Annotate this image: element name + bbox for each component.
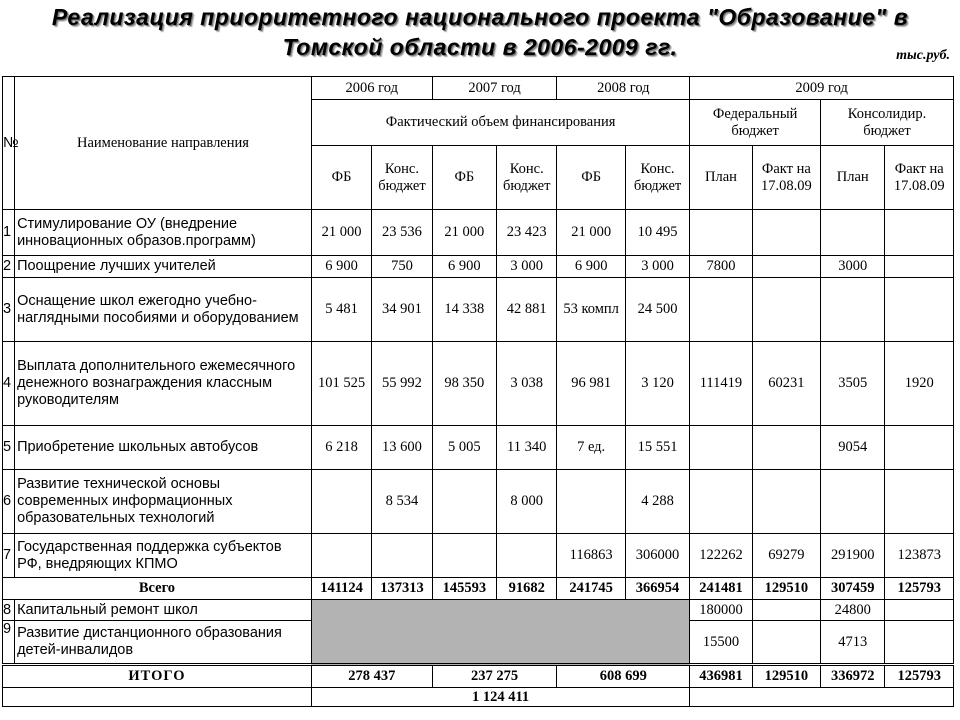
- row-cell: 15 551: [625, 426, 689, 470]
- itogo-cell: 608 699: [557, 665, 690, 688]
- consolidated-budget-header: Консолидир. бюджет: [821, 100, 954, 146]
- col-name-header: Наименование направления: [15, 77, 312, 210]
- table-row: [3, 210, 954, 256]
- row-cell: 53 компл: [557, 278, 625, 342]
- total-label: Всего: [3, 578, 312, 600]
- itogo-cell: 278 437: [311, 665, 432, 688]
- table-row: [3, 426, 954, 470]
- row-number: 5: [3, 426, 15, 470]
- row-cell: [885, 470, 954, 534]
- row-cell: 21 000: [311, 210, 371, 256]
- row-cell: 8 000: [497, 470, 557, 534]
- grand-total-spacer: [3, 688, 312, 707]
- row-cell: 23 423: [497, 210, 557, 256]
- kons-2007-header: Конс. бюджет: [497, 146, 557, 210]
- table-row: [3, 534, 954, 578]
- row-cell: 8 534: [372, 470, 432, 534]
- row-cell: [821, 210, 885, 256]
- row-cell: 24 500: [625, 278, 689, 342]
- itogo-cell: 125793: [885, 665, 954, 688]
- row-cell: 750: [372, 256, 432, 278]
- row-number: 7: [3, 534, 15, 578]
- row-cell: 3 038: [497, 342, 557, 426]
- table-row: [3, 278, 954, 342]
- row-cell: [372, 534, 432, 578]
- total-cell: 307459: [821, 578, 885, 600]
- row-name: Развитие дистанционного образования детей-инвалидов: [15, 621, 312, 665]
- row-cell: 6 218: [311, 426, 371, 470]
- row-cell: 96 981: [557, 342, 625, 426]
- units-label: тыс.руб.: [896, 48, 950, 63]
- row-cell: 291900: [821, 534, 885, 578]
- row-cell: [885, 278, 954, 342]
- row-number: 1: [3, 210, 15, 256]
- row-cell: [752, 600, 820, 621]
- itogo-row: [3, 665, 954, 688]
- row-cell: 180000: [690, 600, 752, 621]
- fb-2006-header: ФБ: [311, 146, 371, 210]
- table-row: [3, 256, 954, 278]
- grand-total-tail: [690, 688, 954, 707]
- row-name: Стимулирование ОУ (внедрение инновационных образов.программ): [15, 210, 312, 256]
- row-cell: 7 ед.: [557, 426, 625, 470]
- year-2006-header: 2006 год: [311, 77, 432, 100]
- row-cell: 3 000: [625, 256, 689, 278]
- row-cell: 6 900: [311, 256, 371, 278]
- row-cell: [885, 210, 954, 256]
- row-cell: [497, 534, 557, 578]
- row-cell: 122262: [690, 534, 752, 578]
- total-cell: 91682: [497, 578, 557, 600]
- col-num-header: №: [3, 77, 15, 210]
- row-number: 2: [3, 256, 15, 278]
- itogo-cell: 336972: [821, 665, 885, 688]
- row-cell: 10 495: [625, 210, 689, 256]
- table-row: [3, 600, 954, 621]
- row-number: 6: [3, 470, 15, 534]
- row-cell: 3000: [821, 256, 885, 278]
- row-cell: 98 350: [432, 342, 496, 426]
- row-cell: 7800: [690, 256, 752, 278]
- total-cell: 125793: [885, 578, 954, 600]
- row-cell: [821, 470, 885, 534]
- total-cell: 141124: [311, 578, 371, 600]
- row-cell: 34 901: [372, 278, 432, 342]
- title-line-1: Реализация приоритетного национального проекта "Образование" в: [51, 4, 909, 30]
- row-cell: 24800: [821, 600, 885, 621]
- row-cell: 3 000: [497, 256, 557, 278]
- row-cell: [690, 210, 752, 256]
- row-cell: [557, 470, 625, 534]
- row-cell: [752, 621, 820, 665]
- gray-block: [311, 600, 689, 665]
- year-2008-header: 2008 год: [557, 77, 690, 100]
- fact-fed-header: Факт на 17.08.09: [752, 146, 820, 210]
- table-row: [3, 470, 954, 534]
- total-row: [3, 578, 954, 600]
- year-2007-header: 2007 год: [432, 77, 557, 100]
- row-cell: 11 340: [497, 426, 557, 470]
- total-cell: 145593: [432, 578, 496, 600]
- itogo-label: ИТОГО: [3, 665, 312, 688]
- financing-table: [2, 76, 954, 707]
- row-number: 3: [3, 278, 15, 342]
- grand-total-row: [3, 688, 954, 707]
- row-cell: [311, 470, 371, 534]
- fact-volume-header: Фактический объем финансирования: [311, 100, 689, 146]
- kons-2008-header: Конс. бюджет: [625, 146, 689, 210]
- row-name: Выплата дополнительного ежемесячного денежного вознаграждения классным руководителям: [15, 342, 312, 426]
- row-cell: 6 900: [557, 256, 625, 278]
- total-cell: 129510: [752, 578, 820, 600]
- plan-fed-header: План: [690, 146, 752, 210]
- row-cell: 116863: [557, 534, 625, 578]
- total-cell: 241745: [557, 578, 625, 600]
- fb-2008-header: ФБ: [557, 146, 625, 210]
- row-cell: 306000: [625, 534, 689, 578]
- row-cell: [885, 621, 954, 665]
- table-row: [3, 342, 954, 426]
- row-cell: 14 338: [432, 278, 496, 342]
- row-cell: 6 900: [432, 256, 496, 278]
- row-cell: 69279: [752, 534, 820, 578]
- row-cell: 13 600: [372, 426, 432, 470]
- row-cell: 4 288: [625, 470, 689, 534]
- row-cell: 111419: [690, 342, 752, 426]
- fb-2007-header: ФБ: [432, 146, 496, 210]
- row-cell: 60231: [752, 342, 820, 426]
- row-name: Капитальный ремонт школ: [15, 600, 312, 621]
- row-cell: 5 481: [311, 278, 371, 342]
- row-cell: [752, 426, 820, 470]
- itogo-cell: 436981: [690, 665, 752, 688]
- row-name: Оснащение школ ежегодно учебно-наглядными пособиями и оборудованием: [15, 278, 312, 342]
- row-number: 8: [3, 600, 15, 621]
- row-cell: [885, 600, 954, 621]
- row-cell: 1920: [885, 342, 954, 426]
- row-cell: 15500: [690, 621, 752, 665]
- row-cell: [311, 534, 371, 578]
- row-cell: 21 000: [432, 210, 496, 256]
- year-2009-header: 2009 год: [690, 77, 954, 100]
- row-cell: 23 536: [372, 210, 432, 256]
- row-cell: [690, 278, 752, 342]
- row-cell: [752, 210, 820, 256]
- grand-total-value: 1 124 411: [311, 688, 689, 707]
- total-cell: 366954: [625, 578, 689, 600]
- plan-cons-header: План: [821, 146, 885, 210]
- total-cell: 137313: [372, 578, 432, 600]
- row-cell: [821, 278, 885, 342]
- row-number: 9: [3, 621, 15, 665]
- total-cell: 241481: [690, 578, 752, 600]
- data-rows: [3, 210, 954, 578]
- row-name: Государственная поддержка субъектов РФ, внедряющих КПМО: [15, 534, 312, 578]
- row-number: 4: [3, 342, 15, 426]
- page-title: [0, 2, 960, 62]
- row-cell: [752, 256, 820, 278]
- row-cell: 55 992: [372, 342, 432, 426]
- row-cell: [885, 256, 954, 278]
- row-cell: 4713: [821, 621, 885, 665]
- row-cell: 21 000: [557, 210, 625, 256]
- row-name: Развитие технической основы современных информационных образовательных технологий: [15, 470, 312, 534]
- row-cell: [432, 470, 496, 534]
- kons-2006-header: Конс. бюджет: [372, 146, 432, 210]
- row-cell: 123873: [885, 534, 954, 578]
- row-cell: 3505: [821, 342, 885, 426]
- row-cell: [690, 426, 752, 470]
- row-cell: 3 120: [625, 342, 689, 426]
- row-cell: [752, 470, 820, 534]
- itogo-cell: 237 275: [432, 665, 557, 688]
- row-name: Поощрение лучших учителей: [15, 256, 312, 278]
- row-cell: [432, 534, 496, 578]
- row-cell: [885, 426, 954, 470]
- row-cell: 9054: [821, 426, 885, 470]
- row-name: Приобретение школьных автобусов: [15, 426, 312, 470]
- row-cell: [752, 278, 820, 342]
- itogo-cell: 129510: [752, 665, 820, 688]
- row-cell: 5 005: [432, 426, 496, 470]
- fact-cons-header: Факт на 17.08.09: [885, 146, 954, 210]
- title-line-2: Томской области в 2006-2009 гг.: [282, 34, 678, 60]
- row-cell: 42 881: [497, 278, 557, 342]
- row-cell: 101 525: [311, 342, 371, 426]
- federal-budget-header: Федеральный бюджет: [690, 100, 821, 146]
- row-cell: [690, 470, 752, 534]
